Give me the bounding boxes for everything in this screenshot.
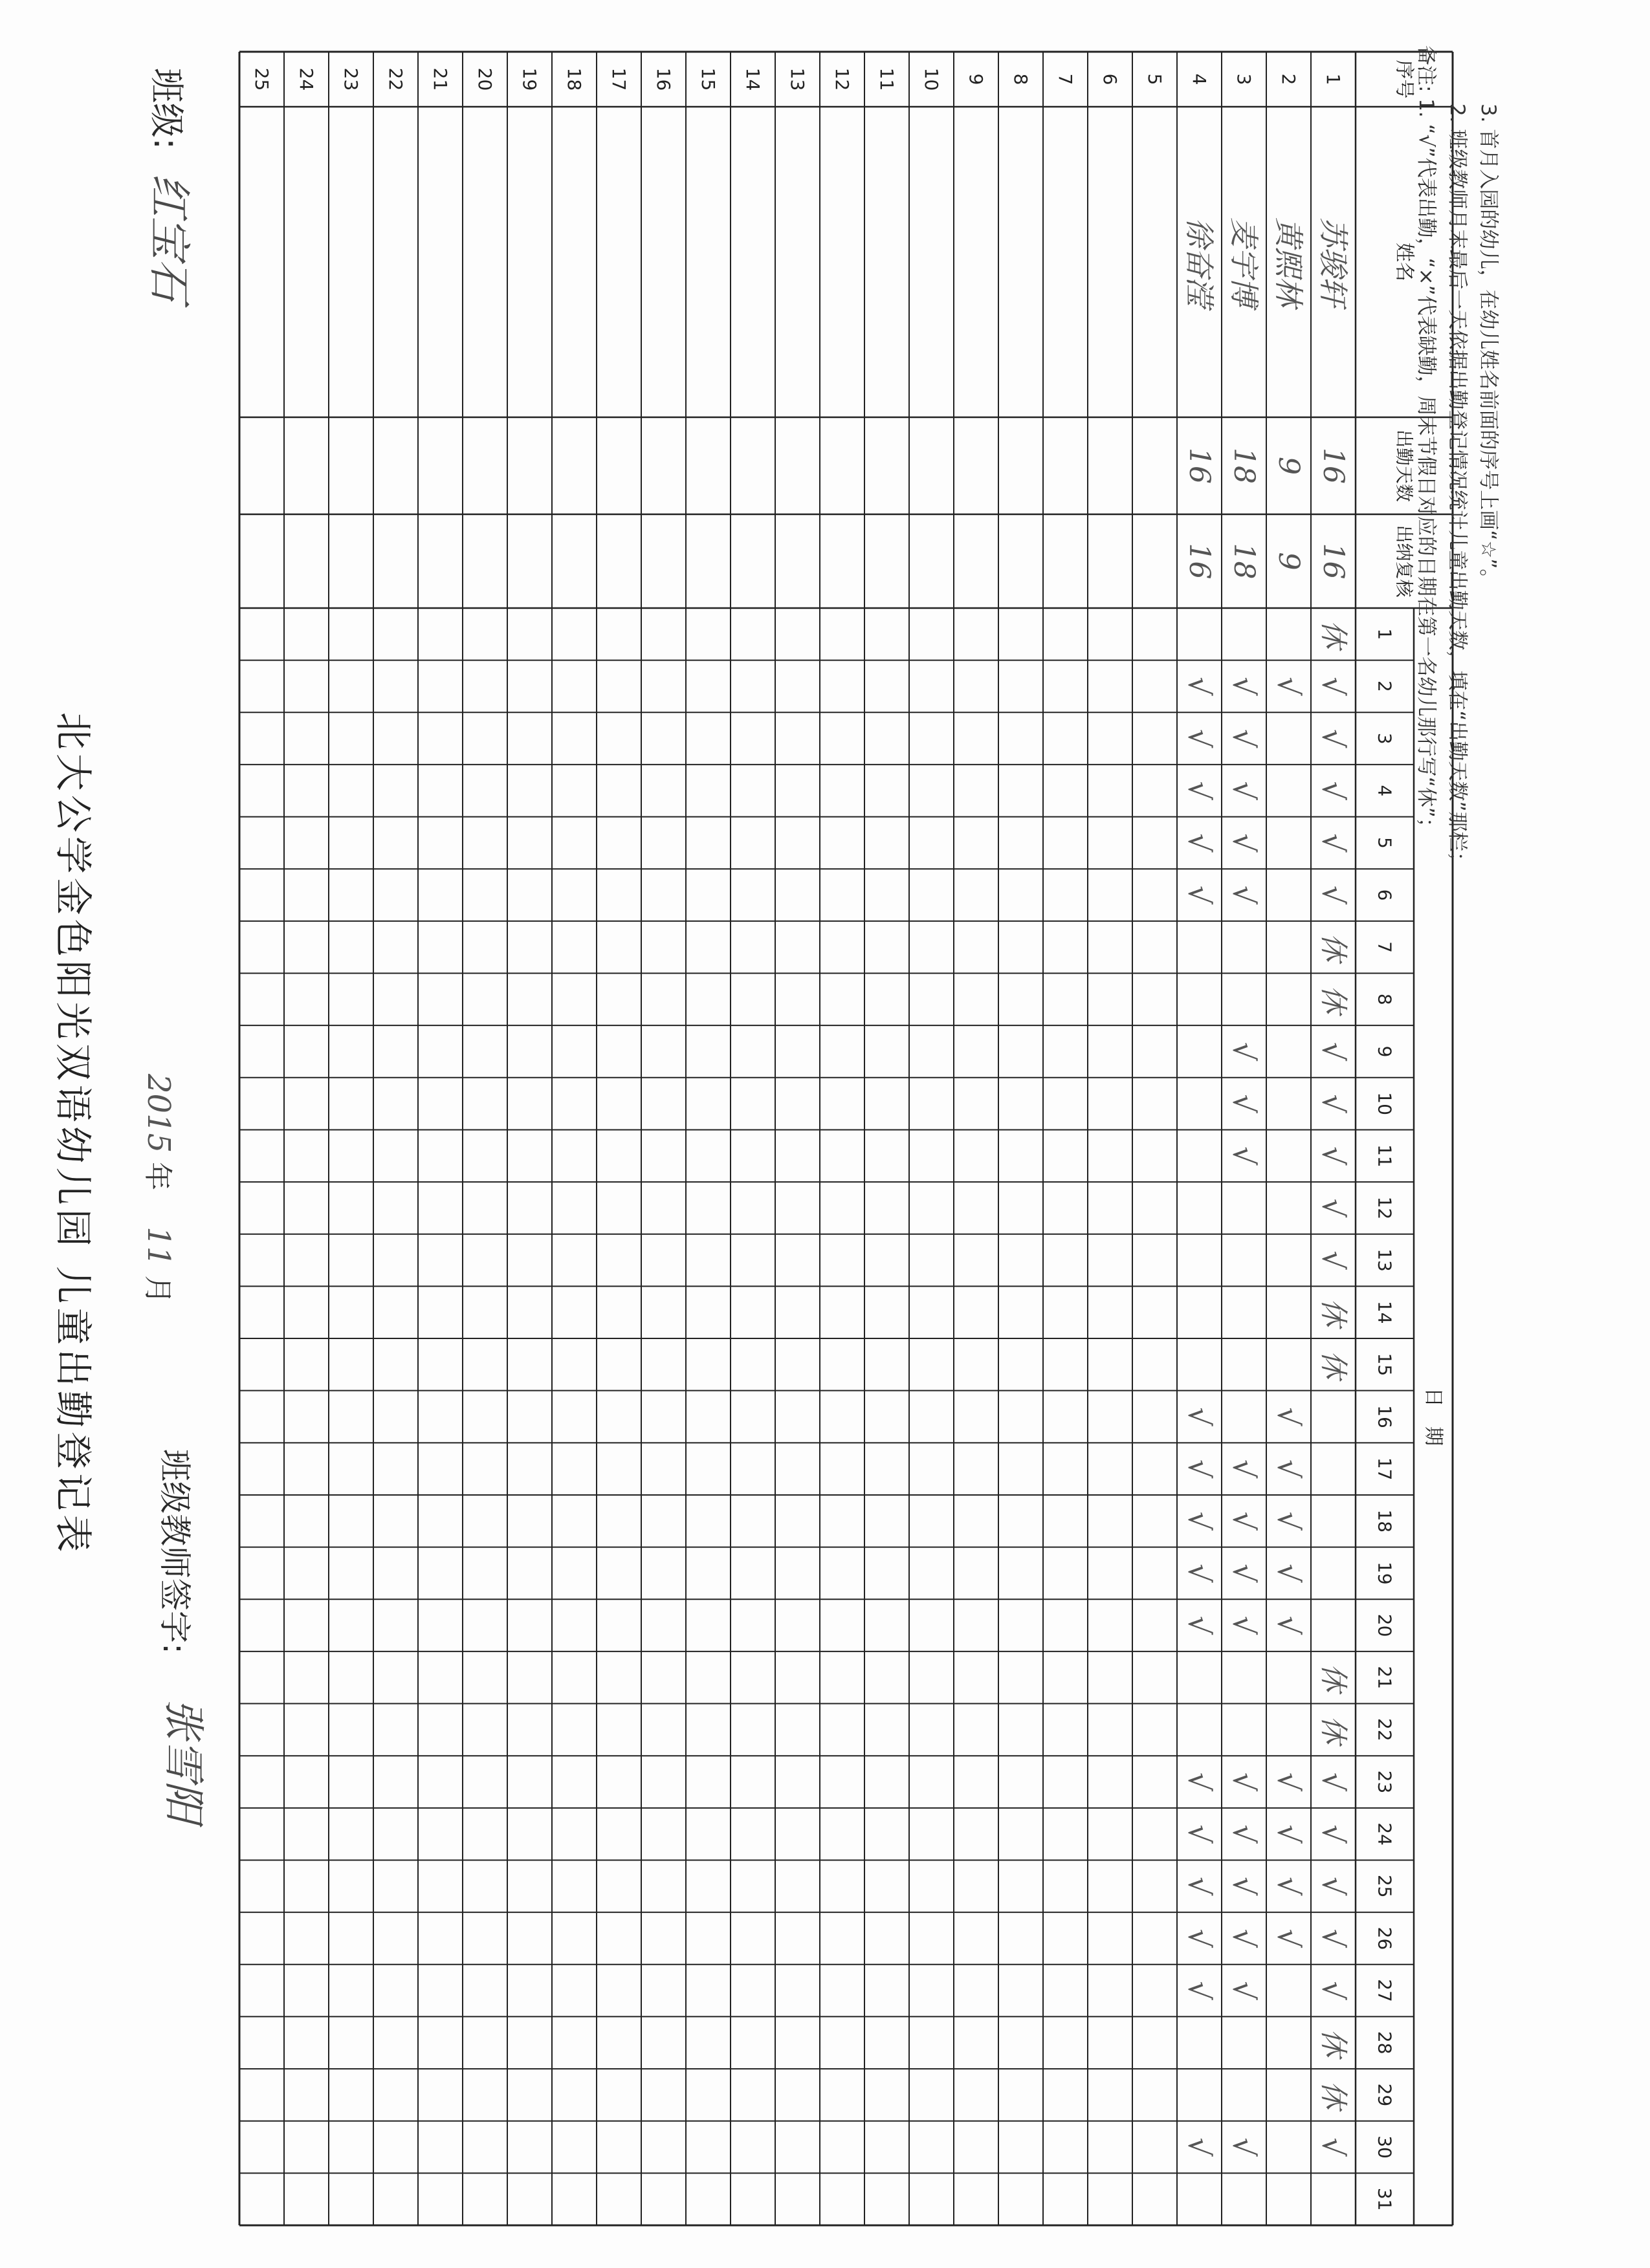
day-header-19: 19 xyxy=(1374,1562,1396,1585)
present-mark: √ xyxy=(1226,1824,1262,1844)
row-seq: 5 xyxy=(1144,73,1165,85)
present-mark: √ xyxy=(1271,1824,1306,1844)
day-header-8: 8 xyxy=(1374,993,1396,1005)
day-header-26: 26 xyxy=(1374,1926,1396,1950)
header-date: 日 期 xyxy=(1422,1388,1445,1446)
present-mark: √ xyxy=(1315,1928,1351,1948)
row-seq: 10 xyxy=(921,67,942,91)
day-header-28: 28 xyxy=(1374,2031,1396,2055)
present-mark: √ xyxy=(1315,677,1351,696)
day-header-6: 6 xyxy=(1374,889,1396,901)
present-mark: √ xyxy=(1226,1615,1262,1635)
day-header-20: 20 xyxy=(1374,1613,1396,1637)
present-mark: √ xyxy=(1182,885,1217,905)
row-seq: 8 xyxy=(1010,73,1031,85)
day-header-2: 2 xyxy=(1374,681,1396,692)
row-review: 9 xyxy=(1272,552,1305,571)
present-mark: √ xyxy=(1271,1772,1306,1792)
present-mark: √ xyxy=(1315,2137,1351,2157)
row-days: 16 xyxy=(1183,448,1216,484)
day-header-23: 23 xyxy=(1374,1770,1396,1794)
present-mark: √ xyxy=(1182,1928,1217,1948)
present-mark: √ xyxy=(1315,1198,1351,1218)
present-mark: √ xyxy=(1315,1094,1351,1113)
present-mark: √ xyxy=(1315,833,1351,853)
day-header-4: 4 xyxy=(1374,785,1396,797)
holiday-mark: 休 xyxy=(1317,2028,1350,2057)
present-mark: √ xyxy=(1226,1928,1262,1948)
present-mark: √ xyxy=(1182,1511,1217,1531)
row-name: 黄熙林 xyxy=(1271,217,1306,307)
present-mark: √ xyxy=(1182,1564,1217,1583)
present-mark: √ xyxy=(1226,1146,1262,1166)
day-header-5: 5 xyxy=(1374,836,1396,849)
row-review: 18 xyxy=(1227,543,1260,580)
present-mark: √ xyxy=(1182,1824,1217,1844)
row-seq: 15 xyxy=(698,67,719,91)
row-seq: 25 xyxy=(251,67,272,91)
row-seq: 21 xyxy=(430,67,451,91)
day-header-10: 10 xyxy=(1374,1092,1396,1115)
present-mark: √ xyxy=(1226,2137,1262,2157)
day-header-9: 9 xyxy=(1374,1045,1396,1058)
month-value: 11 xyxy=(140,1227,177,1267)
note-1: 备注: 1. “√”代表出勤，“×”代表缺勤，周末节假日对应的日期在第一名幼儿那行写“休”； xyxy=(1414,45,1438,838)
row-seq: 12 xyxy=(831,67,853,91)
present-mark: √ xyxy=(1226,1877,1262,1896)
row-seq: 2 xyxy=(1278,73,1299,85)
present-mark: √ xyxy=(1226,1094,1262,1113)
day-header-25: 25 xyxy=(1374,1874,1396,1898)
row-seq: 13 xyxy=(787,67,808,91)
row-seq: 9 xyxy=(965,73,987,85)
present-mark: √ xyxy=(1271,1877,1306,1896)
header-days: 出勤天数 xyxy=(1393,429,1415,503)
holiday-mark: 休 xyxy=(1317,933,1350,962)
present-mark: √ xyxy=(1226,1041,1262,1062)
row-seq: 1 xyxy=(1323,73,1344,85)
holiday-mark: 休 xyxy=(1317,1350,1350,1379)
day-header-21: 21 xyxy=(1374,1666,1396,1690)
day-header-24: 24 xyxy=(1374,1822,1396,1846)
class-value: 红宝石 xyxy=(144,173,194,302)
row-seq: 20 xyxy=(474,67,496,91)
class-label: 班级: xyxy=(146,68,187,150)
header-name: 姓名 xyxy=(1392,243,1416,281)
present-mark: √ xyxy=(1315,885,1351,905)
present-mark: √ xyxy=(1271,1928,1306,1948)
day-header-3: 3 xyxy=(1374,732,1396,745)
present-mark: √ xyxy=(1226,1564,1262,1583)
row-seq: 4 xyxy=(1189,73,1210,85)
present-mark: √ xyxy=(1182,1407,1217,1426)
present-mark: √ xyxy=(1226,677,1262,696)
present-mark: √ xyxy=(1271,1459,1306,1479)
present-mark: √ xyxy=(1315,781,1351,800)
day-header-13: 13 xyxy=(1374,1248,1396,1272)
present-mark: √ xyxy=(1226,781,1262,800)
present-mark: √ xyxy=(1315,1772,1351,1792)
present-mark: √ xyxy=(1315,728,1351,748)
day-header-27: 27 xyxy=(1374,1979,1396,2002)
present-mark: √ xyxy=(1226,1459,1262,1479)
present-mark: √ xyxy=(1182,2137,1217,2157)
day-header-22: 22 xyxy=(1374,1718,1396,1741)
present-mark: √ xyxy=(1182,1772,1217,1792)
row-days: 9 xyxy=(1272,457,1305,475)
present-mark: √ xyxy=(1226,885,1262,905)
present-mark: √ xyxy=(1182,1615,1217,1635)
row-seq: 14 xyxy=(742,67,764,91)
row-name: 麦宇博 xyxy=(1226,217,1262,307)
row-seq: 3 xyxy=(1233,73,1255,85)
day-header-11: 11 xyxy=(1374,1144,1396,1168)
holiday-mark: 休 xyxy=(1317,620,1350,649)
teacher-sign-label: 班级教师签字: xyxy=(156,1449,193,1654)
present-mark: √ xyxy=(1315,1146,1351,1166)
holiday-mark: 休 xyxy=(1317,1663,1350,1692)
present-mark: √ xyxy=(1226,1772,1262,1792)
day-header-16: 16 xyxy=(1374,1405,1396,1428)
present-mark: √ xyxy=(1271,677,1306,696)
row-days: 18 xyxy=(1227,448,1260,484)
holiday-mark: 休 xyxy=(1317,985,1350,1014)
present-mark: √ xyxy=(1226,1511,1262,1531)
row-seq: 24 xyxy=(296,67,317,91)
row-name: 徐奋滢 xyxy=(1182,217,1217,307)
year-unit: 年 xyxy=(141,1162,174,1191)
row-seq: 18 xyxy=(564,67,585,91)
day-header-30: 30 xyxy=(1374,2135,1396,2159)
present-mark: √ xyxy=(1182,1877,1217,1896)
header-review: 出纳复核 xyxy=(1393,525,1415,598)
holiday-mark: 休 xyxy=(1317,1298,1350,1327)
day-header-1: 1 xyxy=(1374,628,1396,640)
present-mark: √ xyxy=(1271,1615,1306,1635)
note-3: 3. 首月入园的幼儿，在幼儿姓名前面的序号上画“☆”。 xyxy=(1477,104,1500,589)
row-review: 16 xyxy=(1183,543,1216,580)
day-header-31: 31 xyxy=(1374,2187,1396,2211)
row-name: 苏骏轩 xyxy=(1315,217,1351,307)
present-mark: √ xyxy=(1182,677,1217,696)
present-mark: √ xyxy=(1182,833,1217,853)
present-mark: √ xyxy=(1271,1407,1306,1426)
present-mark: √ xyxy=(1182,728,1217,748)
present-mark: √ xyxy=(1271,1564,1306,1583)
day-header-12: 12 xyxy=(1374,1196,1396,1220)
row-seq: 17 xyxy=(608,67,630,91)
present-mark: √ xyxy=(1315,1824,1351,1844)
day-header-14: 14 xyxy=(1374,1300,1396,1324)
row-seq: 11 xyxy=(876,67,897,91)
present-mark: √ xyxy=(1226,1981,1262,2000)
row-seq: 19 xyxy=(519,67,540,91)
note-2: 2. 班级教师月末最后一天依据出勤登记情况统计儿童出勤天数，填在“出勤天数”那栏； xyxy=(1446,104,1469,872)
holiday-mark: 休 xyxy=(1317,1715,1350,1744)
document-title: 北大公学金色阳光双语幼儿园 儿童出勤登记表 xyxy=(51,712,95,1556)
row-seq: 23 xyxy=(340,67,362,91)
present-mark: √ xyxy=(1182,1981,1217,2000)
day-header-29: 29 xyxy=(1374,2083,1396,2107)
holiday-mark: 休 xyxy=(1317,2080,1350,2110)
present-mark: √ xyxy=(1315,1041,1351,1062)
day-header-15: 15 xyxy=(1374,1353,1396,1377)
row-days: 16 xyxy=(1317,448,1350,484)
present-mark: √ xyxy=(1315,1250,1351,1270)
present-mark: √ xyxy=(1271,1511,1306,1531)
year-value: 2015 xyxy=(140,1074,177,1153)
row-seq: 16 xyxy=(653,67,674,91)
present-mark: √ xyxy=(1226,728,1262,748)
header-seq: 序号 xyxy=(1392,60,1416,99)
present-mark: √ xyxy=(1315,1877,1351,1896)
day-header-7: 7 xyxy=(1374,941,1396,954)
month-unit: 月 xyxy=(141,1275,174,1304)
present-mark: √ xyxy=(1182,1459,1217,1479)
day-header-18: 18 xyxy=(1374,1509,1396,1533)
row-seq: 22 xyxy=(385,67,406,91)
row-seq: 7 xyxy=(1055,73,1076,85)
present-mark: √ xyxy=(1315,1981,1351,2000)
teacher-signature: 张雪阳 xyxy=(159,1698,207,1822)
present-mark: √ xyxy=(1182,781,1217,800)
day-header-17: 17 xyxy=(1374,1457,1396,1481)
row-seq: 6 xyxy=(1099,73,1121,85)
present-mark: √ xyxy=(1226,833,1262,853)
row-review: 16 xyxy=(1317,543,1350,580)
